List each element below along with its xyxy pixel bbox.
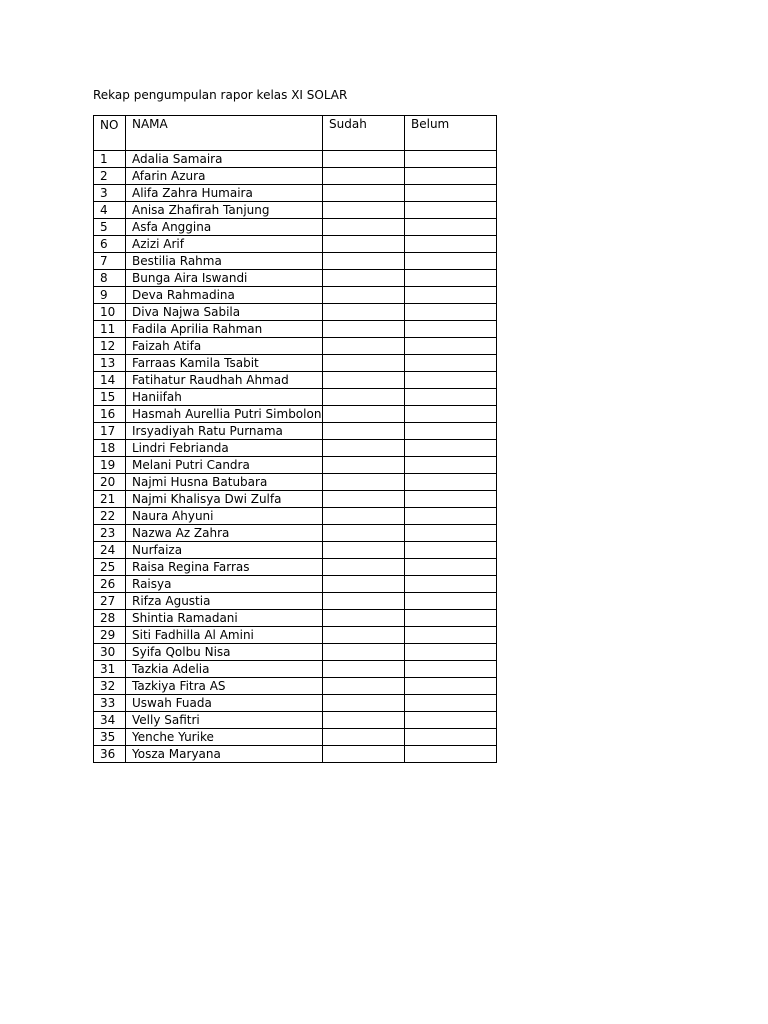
cell-no: 12 <box>94 338 126 355</box>
cell-nama: Tazkiya Fitra AS <box>126 678 323 695</box>
table-row <box>94 355 497 372</box>
cell-belum <box>405 287 497 304</box>
cell-belum <box>405 729 497 746</box>
cell-nama: Adalia Samaira <box>126 151 323 168</box>
cell-belum <box>405 423 497 440</box>
cell-nama: Deva Rahmadina <box>126 287 323 304</box>
cell-no: 21 <box>94 491 126 508</box>
cell-no: 20 <box>94 474 126 491</box>
cell-sudah <box>323 576 405 593</box>
cell-nama: Nurfaiza <box>126 542 323 559</box>
cell-nama: Farraas Kamila Tsabit <box>126 355 323 372</box>
cell-no: 7 <box>94 253 126 270</box>
cell-no: 1 <box>94 151 126 168</box>
cell-nama: Syifa Qolbu Nisa <box>126 644 323 661</box>
cell-sudah <box>323 151 405 168</box>
table-row <box>94 542 497 559</box>
cell-sudah <box>323 287 405 304</box>
cell-belum <box>405 304 497 321</box>
cell-no: 34 <box>94 712 126 729</box>
cell-sudah <box>323 678 405 695</box>
rekap-table-body <box>94 116 497 763</box>
cell-sudah <box>323 389 405 406</box>
cell-no: 19 <box>94 457 126 474</box>
table-row <box>94 423 497 440</box>
cell-sudah <box>323 185 405 202</box>
rekap-table <box>93 115 497 763</box>
cell-nama: Naura Ahyuni <box>126 508 323 525</box>
cell-nama: Lindri Febrianda <box>126 440 323 457</box>
cell-belum <box>405 389 497 406</box>
table-row <box>94 525 497 542</box>
header-nama: NAMA <box>126 116 323 151</box>
cell-belum <box>405 372 497 389</box>
cell-nama: Siti Fadhilla Al Amini <box>126 627 323 644</box>
cell-sudah <box>323 168 405 185</box>
cell-sudah <box>323 627 405 644</box>
header-no: NO <box>94 116 126 151</box>
cell-no: 33 <box>94 695 126 712</box>
cell-nama: Bunga Aira Iswandi <box>126 270 323 287</box>
table-row <box>94 678 497 695</box>
cell-nama: Hasmah Aurellia Putri Simbolon <box>126 406 323 423</box>
cell-no: 25 <box>94 559 126 576</box>
cell-sudah <box>323 593 405 610</box>
table-row <box>94 440 497 457</box>
cell-no: 36 <box>94 746 126 763</box>
cell-no: 16 <box>94 406 126 423</box>
cell-belum <box>405 406 497 423</box>
cell-sudah <box>323 423 405 440</box>
cell-belum <box>405 355 497 372</box>
table-row <box>94 610 497 627</box>
cell-sudah <box>323 219 405 236</box>
cell-no: 15 <box>94 389 126 406</box>
cell-belum <box>405 270 497 287</box>
cell-no: 31 <box>94 661 126 678</box>
cell-sudah <box>323 321 405 338</box>
cell-sudah <box>323 474 405 491</box>
cell-no: 18 <box>94 440 126 457</box>
cell-belum <box>405 695 497 712</box>
table-row <box>94 746 497 763</box>
cell-sudah <box>323 661 405 678</box>
table-row <box>94 508 497 525</box>
table-row <box>94 712 497 729</box>
cell-nama: Bestilia Rahma <box>126 253 323 270</box>
cell-belum <box>405 474 497 491</box>
cell-sudah <box>323 372 405 389</box>
cell-sudah <box>323 610 405 627</box>
table-row <box>94 389 497 406</box>
cell-belum <box>405 542 497 559</box>
cell-belum <box>405 202 497 219</box>
cell-belum <box>405 593 497 610</box>
cell-nama: Asfa Anggina <box>126 219 323 236</box>
cell-sudah <box>323 644 405 661</box>
cell-nama: Velly Safitri <box>126 712 323 729</box>
cell-belum <box>405 338 497 355</box>
cell-no: 6 <box>94 236 126 253</box>
cell-sudah <box>323 406 405 423</box>
cell-belum <box>405 151 497 168</box>
cell-no: 29 <box>94 627 126 644</box>
table-row <box>94 253 497 270</box>
table-row <box>94 695 497 712</box>
cell-sudah <box>323 253 405 270</box>
cell-sudah <box>323 355 405 372</box>
cell-no: 27 <box>94 593 126 610</box>
cell-no: 24 <box>94 542 126 559</box>
cell-sudah <box>323 202 405 219</box>
table-row <box>94 321 497 338</box>
table-row <box>94 338 497 355</box>
table-row <box>94 593 497 610</box>
table-row <box>94 236 497 253</box>
table-row <box>94 202 497 219</box>
cell-no: 26 <box>94 576 126 593</box>
cell-no: 23 <box>94 525 126 542</box>
cell-no: 32 <box>94 678 126 695</box>
table-row <box>94 219 497 236</box>
table-row <box>94 151 497 168</box>
cell-sudah <box>323 729 405 746</box>
cell-nama: Fadila Aprilia Rahman <box>126 321 323 338</box>
cell-nama: Diva Najwa Sabila <box>126 304 323 321</box>
header-belum: Belum <box>405 116 497 151</box>
cell-belum <box>405 185 497 202</box>
cell-belum <box>405 644 497 661</box>
cell-sudah <box>323 746 405 763</box>
table-row <box>94 729 497 746</box>
cell-sudah <box>323 695 405 712</box>
cell-belum <box>405 712 497 729</box>
cell-sudah <box>323 508 405 525</box>
table-row <box>94 168 497 185</box>
table-row <box>94 304 497 321</box>
cell-nama: Rifza Agustia <box>126 593 323 610</box>
cell-nama: Raisa Regina Farras <box>126 559 323 576</box>
cell-nama: Nazwa Az Zahra <box>126 525 323 542</box>
cell-nama: Najmi Khalisya Dwi Zulfa <box>126 491 323 508</box>
cell-nama: Najmi Husna Batubara <box>126 474 323 491</box>
cell-belum <box>405 508 497 525</box>
table-row <box>94 372 497 389</box>
cell-nama: Yenche Yurike <box>126 729 323 746</box>
cell-no: 17 <box>94 423 126 440</box>
cell-nama: Irsyadiyah Ratu Purnama <box>126 423 323 440</box>
cell-nama: Fatihatur Raudhah Ahmad <box>126 372 323 389</box>
cell-belum <box>405 525 497 542</box>
cell-nama: Shintia Ramadani <box>126 610 323 627</box>
cell-no: 2 <box>94 168 126 185</box>
header-sudah: Sudah <box>323 116 405 151</box>
cell-no: 14 <box>94 372 126 389</box>
cell-sudah <box>323 304 405 321</box>
table-header-row <box>94 116 497 151</box>
cell-belum <box>405 236 497 253</box>
cell-nama: Anisa Zhafirah Tanjung <box>126 202 323 219</box>
cell-nama: Afarin Azura <box>126 168 323 185</box>
table-row <box>94 457 497 474</box>
cell-sudah <box>323 525 405 542</box>
cell-belum <box>405 746 497 763</box>
cell-nama: Azizi Arif <box>126 236 323 253</box>
table-row <box>94 270 497 287</box>
cell-sudah <box>323 236 405 253</box>
cell-no: 4 <box>94 202 126 219</box>
document-title: Rekap pengumpulan rapor kelas XI SOLAR <box>93 88 348 102</box>
cell-no: 13 <box>94 355 126 372</box>
cell-no: 8 <box>94 270 126 287</box>
table-row <box>94 287 497 304</box>
table-row <box>94 576 497 593</box>
cell-nama: Alifa Zahra Humaira <box>126 185 323 202</box>
cell-nama: Raisya <box>126 576 323 593</box>
cell-sudah <box>323 559 405 576</box>
cell-sudah <box>323 440 405 457</box>
cell-no: 22 <box>94 508 126 525</box>
cell-nama: Haniifah <box>126 389 323 406</box>
cell-no: 5 <box>94 219 126 236</box>
cell-sudah <box>323 491 405 508</box>
cell-belum <box>405 559 497 576</box>
table-row <box>94 661 497 678</box>
cell-nama: Tazkia Adelia <box>126 661 323 678</box>
cell-sudah <box>323 338 405 355</box>
cell-belum <box>405 610 497 627</box>
cell-belum <box>405 253 497 270</box>
cell-belum <box>405 576 497 593</box>
cell-belum <box>405 491 497 508</box>
cell-belum <box>405 168 497 185</box>
cell-no: 10 <box>94 304 126 321</box>
cell-no: 35 <box>94 729 126 746</box>
table-row <box>94 491 497 508</box>
cell-belum <box>405 457 497 474</box>
table-row <box>94 627 497 644</box>
cell-sudah <box>323 712 405 729</box>
table-row <box>94 474 497 491</box>
cell-no: 3 <box>94 185 126 202</box>
cell-belum <box>405 440 497 457</box>
table-row <box>94 406 497 423</box>
cell-belum <box>405 219 497 236</box>
cell-nama: Uswah Fuada <box>126 695 323 712</box>
cell-belum <box>405 661 497 678</box>
cell-sudah <box>323 270 405 287</box>
cell-belum <box>405 321 497 338</box>
cell-no: 11 <box>94 321 126 338</box>
table-row <box>94 185 497 202</box>
cell-no: 28 <box>94 610 126 627</box>
cell-belum <box>405 678 497 695</box>
cell-nama: Melani Putri Candra <box>126 457 323 474</box>
cell-no: 30 <box>94 644 126 661</box>
cell-nama: Yosza Maryana <box>126 746 323 763</box>
table-row <box>94 559 497 576</box>
cell-no: 9 <box>94 287 126 304</box>
cell-belum <box>405 627 497 644</box>
cell-nama: Faizah Atifa <box>126 338 323 355</box>
cell-sudah <box>323 542 405 559</box>
table-row <box>94 644 497 661</box>
cell-sudah <box>323 457 405 474</box>
